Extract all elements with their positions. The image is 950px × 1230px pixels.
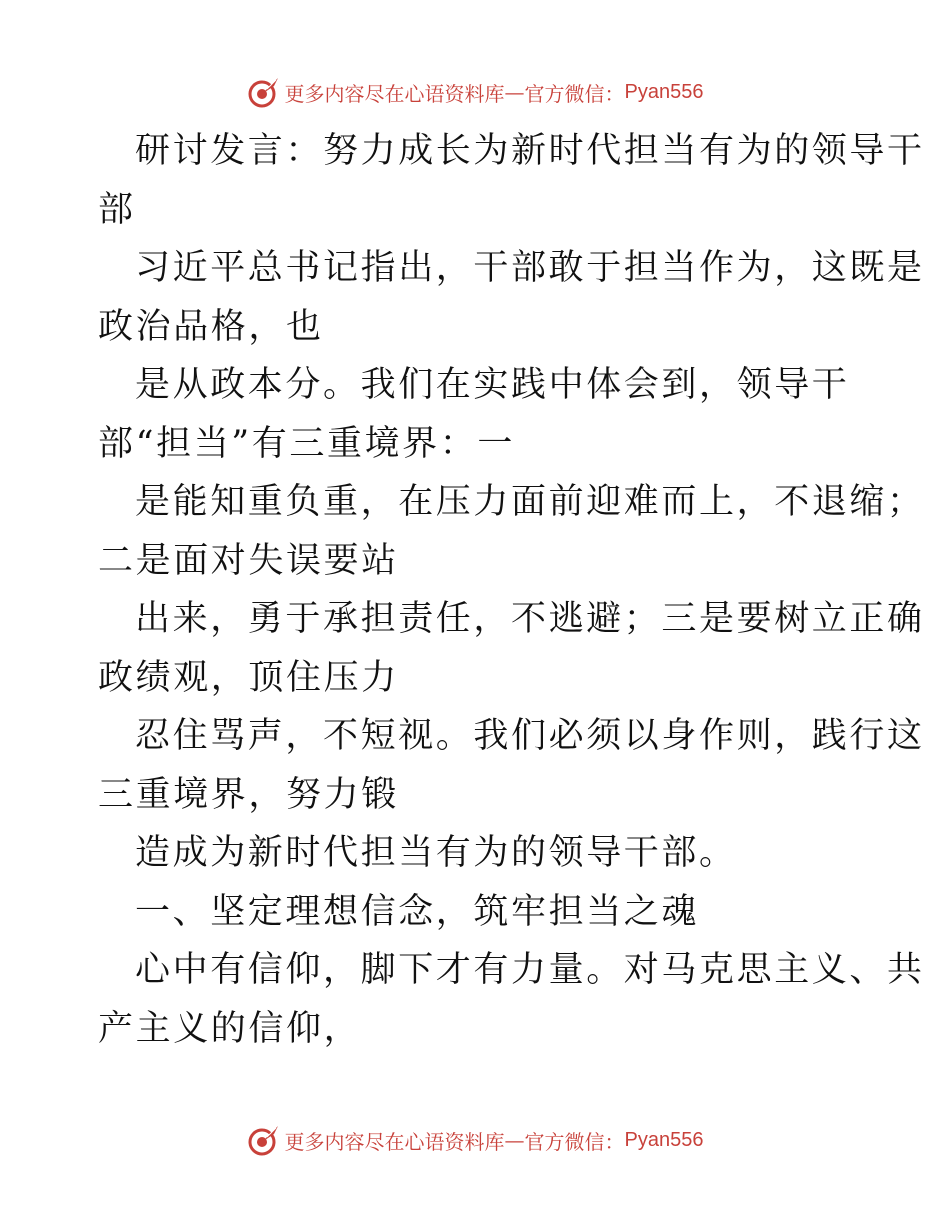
paragraph-line: 政治品格，也: [98, 306, 324, 347]
watermark-wechat-label: 官方微信：: [524, 81, 625, 106]
paragraph-line: 政绩观，顶住压力: [98, 657, 399, 698]
paragraph-line: 二是面对失误要站: [98, 540, 399, 581]
paragraph-line: 是能知重负重，在压力面前迎难而上，不退缩；: [135, 482, 925, 522]
document-body: [98, 122, 925, 1058]
paragraph-line: 三重境界，努力锻: [98, 774, 399, 815]
paragraph-line: 习近平总书记指出，干部敢于担当作为，这既是: [135, 248, 925, 288]
paragraph-line: 忍住骂声，不短视。我们必须以身作则，践行这: [135, 716, 925, 756]
watermark-wechat-id: Pyan556: [624, 80, 704, 103]
paragraph-line: 产主义的信仰，: [98, 1008, 362, 1049]
paragraph-line: 造成为新时代担当有为的领导干部。: [135, 833, 737, 873]
paragraph-line: 部“担当”有三重境界：一: [98, 423, 515, 464]
watermark-text: 更多内容尽在心语资料库: [284, 81, 505, 106]
paragraph-line: 心中有信仰，脚下才有力量。对马克思主义、共: [135, 950, 925, 990]
watermark-separator: —: [504, 80, 525, 104]
document-title: 研讨发言：努力成长为新时代担当有为的领导干: [135, 131, 925, 171]
quill-logo-icon: [247, 75, 281, 109]
watermark-text: 更多内容尽在心语资料库: [284, 1129, 505, 1154]
header-watermark: [0, 72, 950, 112]
watermark-wechat-label: 官方微信：: [524, 1129, 625, 1154]
quill-logo-icon: [247, 1123, 281, 1157]
footer-watermark: [0, 1120, 950, 1160]
section-heading: 一、坚定理想信念，筑牢担当之魂: [135, 891, 700, 932]
document-title-continued: 部: [98, 189, 136, 230]
paragraph-line: 出来，勇于承担责任，不逃避；三是要树立正确: [135, 599, 925, 639]
watermark-separator: —: [504, 1128, 525, 1152]
paragraph-line: 是从政本分。我们在实践中体会到，领导干: [135, 365, 850, 405]
watermark-wechat-id: Pyan556: [624, 1128, 704, 1151]
